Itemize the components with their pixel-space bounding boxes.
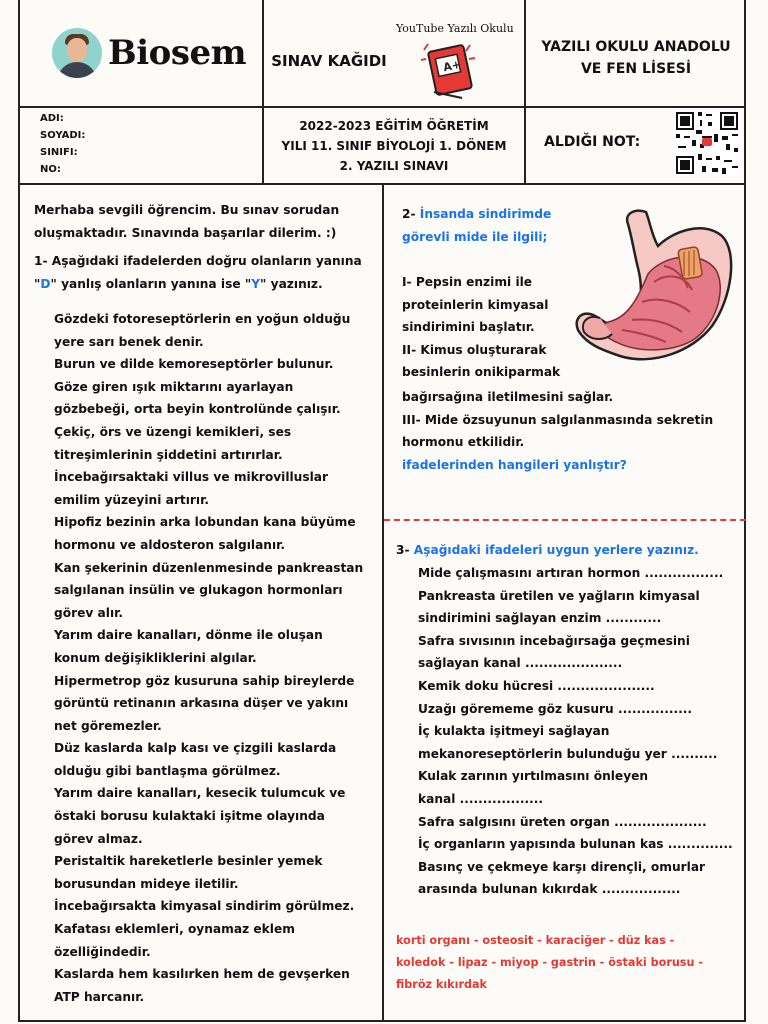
list-item: gözbebeği, orta beyin kontrolünde çalışır. bbox=[54, 402, 341, 417]
exam-info-line2: YILI 11. SINIF BİYOLOJİ 1. DÖNEM bbox=[281, 139, 507, 153]
list-item: konum değişikliklerini algılar. bbox=[54, 650, 257, 665]
list-item: emilim yüzeyini artırır. bbox=[54, 492, 209, 507]
student-info-fields bbox=[40, 110, 85, 178]
q2-statements bbox=[402, 271, 582, 384]
q1-instruction-line1: 1- Aşağıdaki ifadelerden doğru olanların yanına bbox=[34, 254, 362, 268]
list-item: Safra sıvısının incebağırsağa geçmesini bbox=[418, 633, 690, 648]
list-item: net göremezler. bbox=[54, 718, 162, 733]
svg-text:A+: A+ bbox=[442, 57, 463, 75]
list-item: İncebağırsakta kimyasal sindirim görülmez. bbox=[54, 899, 355, 914]
q1-true-mark: D bbox=[40, 276, 51, 291]
stomach-illustration bbox=[572, 202, 736, 370]
brand-logo bbox=[52, 28, 246, 78]
school-name bbox=[526, 36, 746, 80]
school-name-line1: YAZILI OKULU ANADOLU bbox=[541, 39, 731, 55]
exam-title: SINAV KAĞIDI bbox=[271, 52, 387, 70]
q2-title-line1: İnsanda sindirimde bbox=[419, 207, 552, 221]
answer-bank-line2: koledok - lipaz - miyop - gastrin - östaki borusu - bbox=[396, 956, 703, 969]
list-item: mekanoreseptörlerin bulunduğu yer .......... bbox=[418, 746, 718, 761]
exam-book-icon bbox=[418, 40, 478, 100]
list-item: Gözdeki fotoreseptörlerin en yoğun olduğu bbox=[54, 312, 351, 326]
list-item: östaki borusu kulaktaki işitme olayında bbox=[54, 809, 325, 824]
brand-name: Biosem bbox=[108, 33, 247, 73]
exam-info bbox=[264, 116, 524, 176]
section-divider bbox=[384, 519, 746, 521]
list-item: Kan şekerinin düzenlenmesinde pankreastan bbox=[54, 560, 364, 575]
list-item: görüntü retinanın arkasına düşer ve yakını bbox=[54, 696, 349, 711]
header-divider bbox=[18, 106, 746, 108]
list-item: İç organların yapısında bulunan kas .............. bbox=[418, 837, 733, 852]
list-item: sindirimini sağlayan enzim ............ bbox=[418, 611, 662, 626]
q2-line: hormonu etkilidir. bbox=[402, 435, 525, 450]
q2-line: II- Kimus oluşturarak bbox=[402, 342, 547, 357]
youtube-label: YouTube Yazılı Okulu bbox=[396, 22, 514, 35]
exam-info-line1: 2022-2023 EĞİTİM ÖĞRETİM bbox=[299, 119, 489, 133]
q3-title: Aşağıdaki ifadeleri uygun yerlere yazınız. bbox=[413, 543, 699, 557]
list-item: Hipermetrop göz kusuruna sahip bireylerde bbox=[54, 673, 355, 688]
list-item: Kaslarda hem kasılırken hem de gevşerken bbox=[54, 967, 350, 982]
list-item: Pankreasta üretilen ve yağların kimyasal bbox=[418, 588, 700, 603]
avatar bbox=[52, 28, 102, 78]
list-item: kanal .................. bbox=[418, 791, 543, 806]
answer-bank bbox=[396, 930, 736, 996]
list-item: yere sarı benek denir. bbox=[54, 334, 204, 349]
list-item: Peristaltik hareketlerle besinler yemek bbox=[54, 854, 323, 869]
q1-instruction-end: " yazınız. bbox=[260, 276, 323, 291]
list-item: Yarım daire kanalları, dönme ile oluşan bbox=[54, 628, 323, 643]
list-item: özelliğindedir. bbox=[54, 944, 151, 959]
list-item: İç kulakta işitmeyi sağlayan bbox=[418, 724, 610, 739]
list-item: Burun ve dilde kemoreseptörler bulunur. bbox=[54, 357, 334, 372]
list-item: Kulak zarının yırtılmasını önleyen bbox=[418, 769, 649, 784]
q2-line: bağırsağına iletilmesini sağlar. bbox=[402, 390, 614, 404]
list-item: Çekiç, örs ve üzengi kemikleri, ses bbox=[54, 424, 292, 439]
list-item: olduğu gibi bantlaşma görülmez. bbox=[54, 763, 281, 778]
q2-number: 2- bbox=[402, 207, 420, 221]
answer-bank-line3: fibröz kıkırdak bbox=[396, 978, 487, 991]
list-item: Göze giren ışık miktarını ayarlayan bbox=[54, 379, 294, 394]
list-item: Kemik doku hücresi ..................... bbox=[418, 678, 655, 693]
intro-text bbox=[34, 199, 370, 244]
list-item: Hipofiz bezinin arka lobundan kana büyüme bbox=[54, 515, 356, 530]
body-col-divider bbox=[382, 183, 384, 1022]
q2-line: besinlerin onikiparmak bbox=[402, 365, 561, 380]
q2-title-line2: görevli mide ile ilgili; bbox=[402, 229, 548, 244]
q2-line: sindirimini başlatır. bbox=[402, 320, 535, 335]
list-item: Düz kaslarda kalp kası ve çizgili kaslarda bbox=[54, 741, 337, 756]
field-name-label: ADI: bbox=[40, 113, 64, 124]
list-item: Yarım daire kanalları, kesecik tulumcuk ve bbox=[54, 786, 346, 801]
question-1-header bbox=[34, 250, 370, 295]
header-col-divider-2 bbox=[524, 0, 526, 184]
q1-quote: " bbox=[34, 276, 41, 291]
answer-bank-line1: korti organı - osteosit - karaciğer - düz kas - bbox=[396, 934, 675, 947]
list-item: arasında bulunan kıkırdak ................. bbox=[418, 882, 681, 897]
exam-info-line3: 2. YAZILI SINAVI bbox=[339, 159, 449, 173]
grade-label: ALDIĞI NOT: bbox=[544, 134, 641, 150]
q1-false-mark: Y bbox=[251, 276, 261, 291]
list-item: Uzağı görememe göz kusuru ................ bbox=[418, 701, 693, 716]
intro-line1: Merhaba sevgili öğrencim. Bu sınav sorudan bbox=[34, 203, 340, 217]
list-item: hormonu ve aldosteron salgılanır. bbox=[54, 537, 286, 552]
q2-line: proteinlerin kimyasal bbox=[402, 297, 549, 312]
list-item: ATP harcanır. bbox=[54, 989, 145, 1004]
q2-statements-continued bbox=[402, 386, 742, 476]
question-2-header bbox=[402, 203, 572, 248]
list-item: salgılanan insülin ve glukagon hormonları bbox=[54, 583, 343, 598]
q1-statement-list bbox=[54, 308, 374, 1008]
field-class-label: SINIFI: bbox=[40, 147, 78, 158]
question-3-header bbox=[396, 539, 736, 562]
list-item: Basınç ve çekmeye karşı dirençli, omurlar bbox=[418, 859, 706, 874]
q3-number: 3- bbox=[396, 543, 414, 557]
list-item: İncebağırsaktaki villus ve mikrovilluslar bbox=[54, 470, 329, 485]
qr-code[interactable] bbox=[674, 110, 740, 176]
q1-instruction-middle: " yanlış olanların yanına ise " bbox=[50, 276, 252, 291]
intro-line2: oluşmaktadır. Sınavında başarılar dilerim. :) bbox=[34, 225, 337, 240]
list-item: görev almaz. bbox=[54, 831, 143, 846]
school-name-line2: VE FEN LİSESİ bbox=[580, 61, 692, 77]
list-item: titreşimlerinin şiddetini artırırlar. bbox=[54, 447, 283, 462]
field-surname-label: SOYADI: bbox=[40, 130, 86, 141]
list-item: Kafatası eklemleri, oynamaz eklem bbox=[54, 922, 295, 937]
q2-header-line1 bbox=[402, 203, 572, 226]
q2-line: I- Pepsin enzimi ile bbox=[402, 275, 533, 289]
q3-fill-in-list bbox=[418, 562, 738, 901]
list-item: sağlayan kanal ..................... bbox=[418, 656, 623, 671]
field-number-label: NO: bbox=[40, 164, 61, 175]
q2-question: ifadelerinden hangileri yanlıştır? bbox=[402, 457, 627, 472]
list-item: Mide çalışmasını artıran hormon ................. bbox=[418, 566, 724, 580]
q2-line: III- Mide özsuyunun salgılanmasında sekretin bbox=[402, 412, 714, 427]
q1-instruction-line2 bbox=[34, 273, 370, 296]
list-item: borusundan mideye iletilir. bbox=[54, 876, 239, 891]
list-item: görev alır. bbox=[54, 605, 124, 620]
list-item: Safra salgısını üreten organ .................... bbox=[418, 814, 707, 829]
